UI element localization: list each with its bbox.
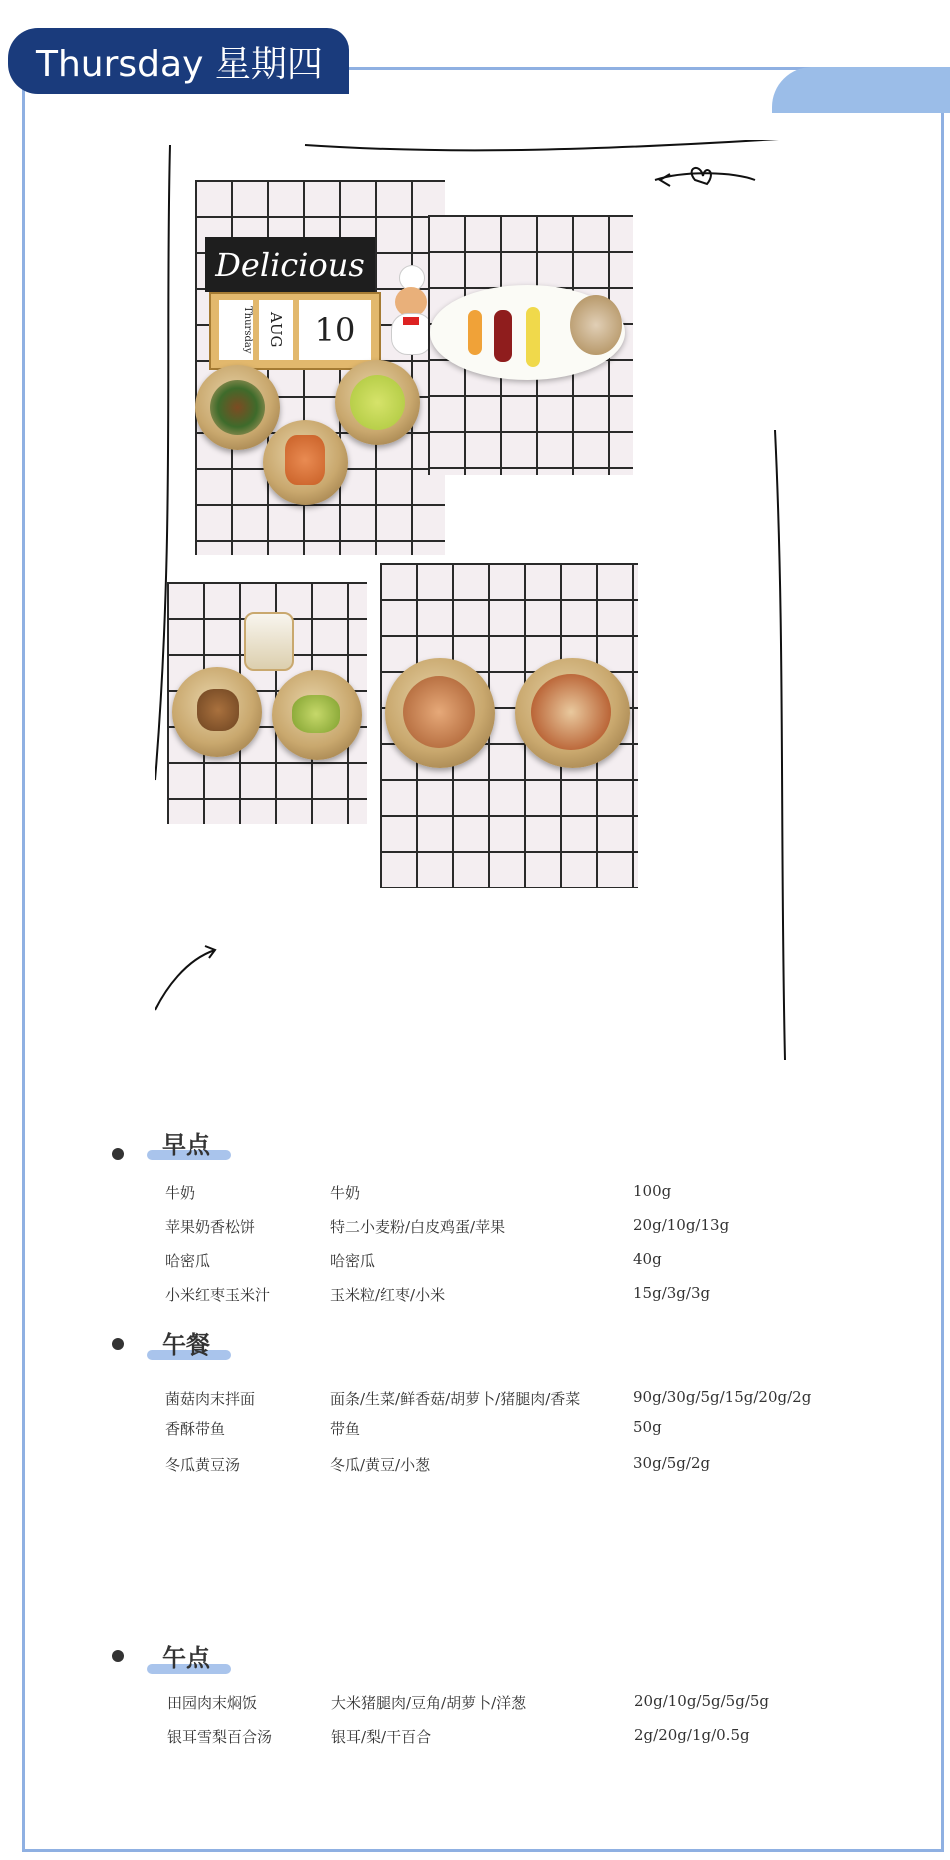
dish-name: 苹果奶香松饼 <box>165 1218 256 1236</box>
section-title-lunch: 午餐 <box>162 1331 210 1359</box>
bowl-noodles <box>195 365 280 450</box>
dish-amounts: 30g/5g/2g <box>633 1454 711 1472</box>
dish-name: 香酥带鱼 <box>165 1420 226 1438</box>
bowl-rice <box>385 658 495 768</box>
day-title: Thursday 星期四 <box>36 43 323 85</box>
photo-morning-snack <box>428 215 633 475</box>
dish-ingredients: 牛奶 <box>330 1184 361 1202</box>
bowl-pancake <box>172 667 262 757</box>
dish-ingredients: 面条/生菜/鲜香菇/胡萝卜/猪腿肉/香菜 <box>330 1390 581 1408</box>
photo-lunch <box>167 582 367 824</box>
section-bullet <box>112 1650 124 1662</box>
section-bullet <box>112 1338 124 1350</box>
dish-name: 小米红枣玉米汁 <box>165 1286 271 1304</box>
bowl-melon <box>335 360 420 445</box>
day-header <box>8 28 349 94</box>
photo-afternoon-snack <box>380 563 638 888</box>
calendar-date: 10 <box>314 311 356 349</box>
delicious-text: Delicious <box>215 245 365 284</box>
dish-name: 田园肉末焖饭 <box>167 1694 258 1712</box>
dish-amounts: 50g <box>633 1418 662 1436</box>
calendar-day: Thursday <box>242 306 253 354</box>
section-bullet <box>112 1148 124 1160</box>
calendar-month: AUG <box>267 312 285 348</box>
milk-cup <box>244 612 294 671</box>
dish-amounts: 2g/20g/1g/0.5g <box>634 1726 750 1744</box>
dish-amounts: 20g/10g/5g/5g/5g <box>634 1692 770 1710</box>
dish-amounts: 100g <box>633 1182 672 1200</box>
delicious-sign <box>205 237 375 292</box>
bowl-soup <box>515 658 630 768</box>
dish-ingredients: 冬瓜/黄豆/小葱 <box>330 1456 431 1474</box>
dish-name: 牛奶 <box>165 1184 196 1202</box>
dish-ingredients: 哈密瓜 <box>330 1252 376 1270</box>
section-title-breakfast: 早点 <box>162 1131 210 1159</box>
dish-name: 银耳雪梨百合汤 <box>167 1728 273 1746</box>
dish-amounts: 20g/10g/13g <box>633 1216 730 1234</box>
corn-juice-cup <box>570 295 622 355</box>
dish-ingredients: 银耳/梨/干百合 <box>331 1728 432 1746</box>
calendar-block <box>209 292 381 370</box>
meal-photo-collage <box>155 140 795 1060</box>
dish-name: 冬瓜黄豆汤 <box>165 1456 241 1474</box>
bowl-fish <box>263 420 348 505</box>
millet <box>526 307 540 367</box>
corner-decoration <box>772 67 950 113</box>
dish-name: 哈密瓜 <box>165 1252 211 1270</box>
dish-ingredients: 特二小麦粉/白皮鸡蛋/苹果 <box>330 1218 506 1236</box>
photo-breakfast <box>195 180 445 555</box>
section-title-afternoon-snack: 午点 <box>162 1644 210 1672</box>
dish-amounts: 90g/30g/5g/15g/20g/2g <box>633 1388 812 1406</box>
bowl-hami-melon <box>272 670 362 760</box>
dish-name: 菌菇肉末拌面 <box>165 1390 256 1408</box>
dish-amounts: 40g <box>633 1250 662 1268</box>
dish-ingredients: 玉米粒/红枣/小米 <box>330 1286 446 1304</box>
dish-ingredients: 大米猪腿肉/豆角/胡萝卜/洋葱 <box>331 1694 527 1712</box>
red-dates <box>494 310 512 362</box>
dish-ingredients: 带鱼 <box>330 1420 361 1438</box>
dish-amounts: 15g/3g/3g <box>633 1284 711 1302</box>
apricot-pieces <box>468 310 482 355</box>
